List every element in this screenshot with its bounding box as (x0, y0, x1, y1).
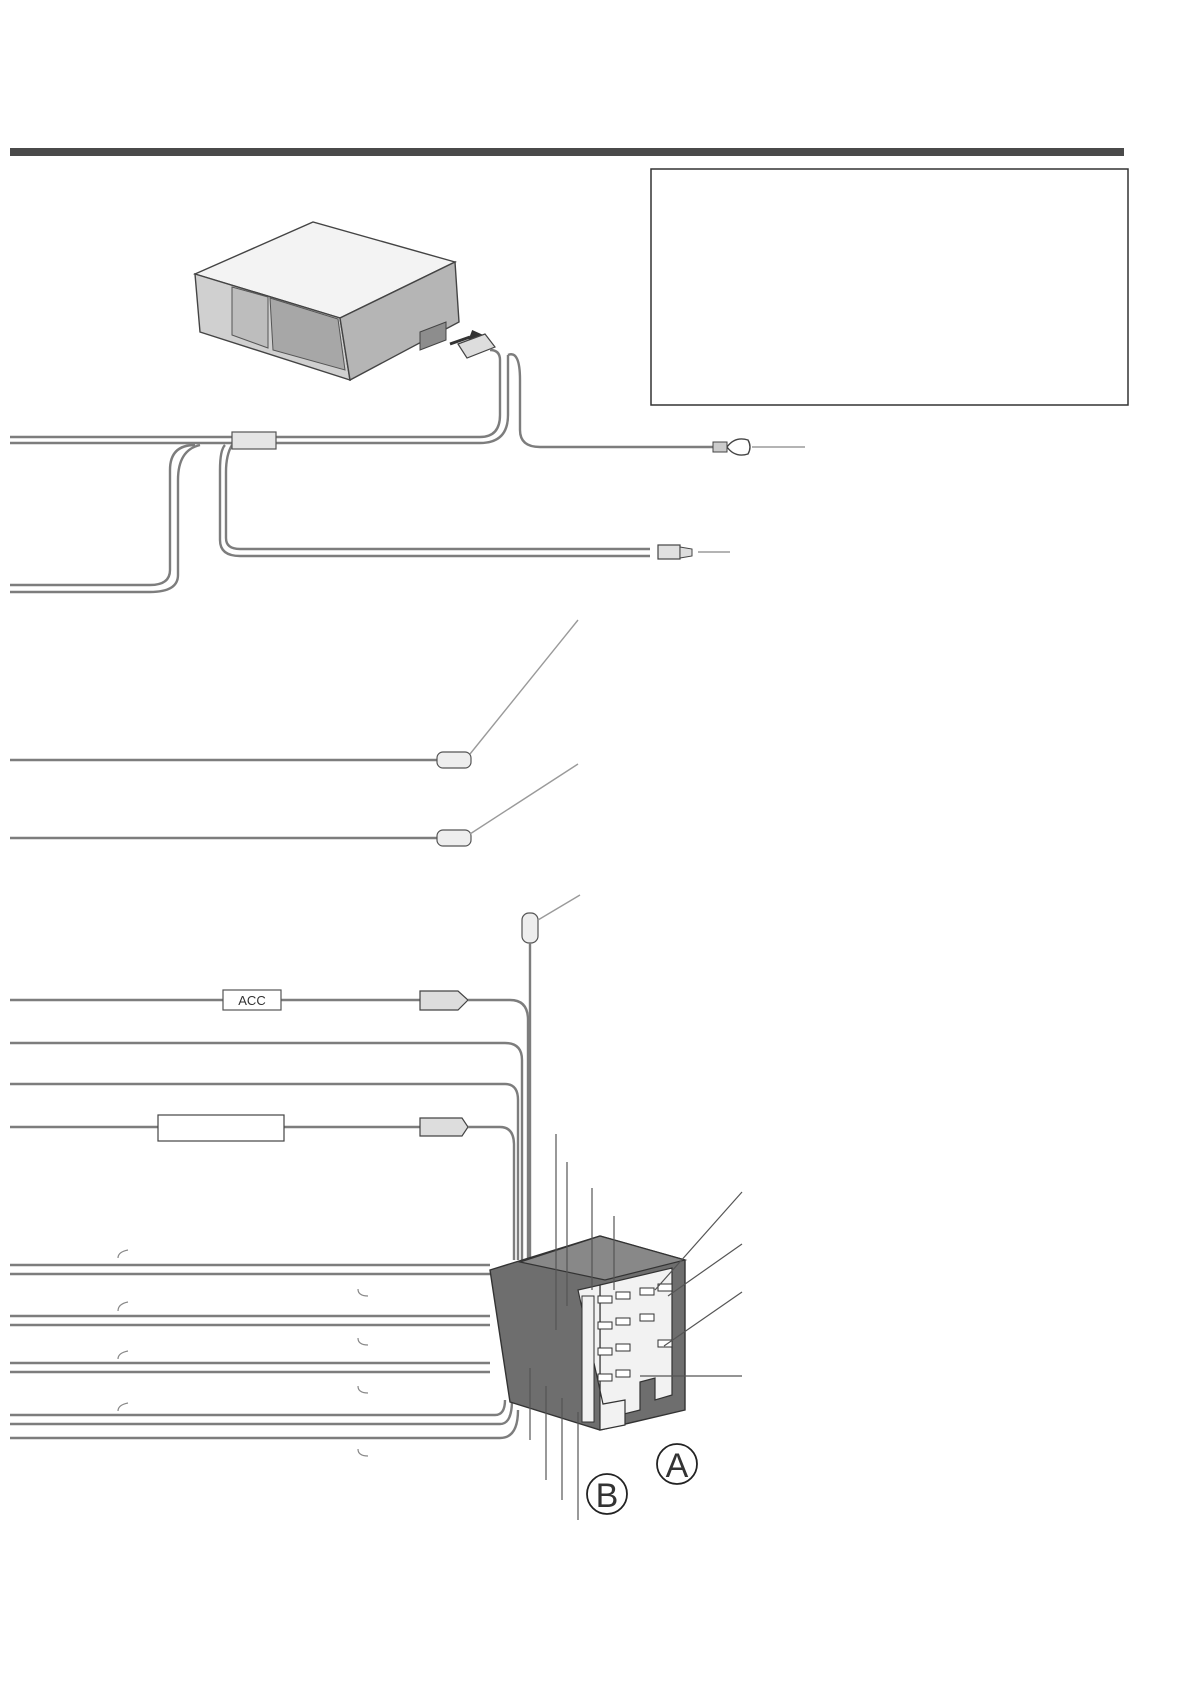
speaker-wires (10, 1265, 518, 1438)
mid-wires (10, 1043, 522, 1260)
note-box (651, 169, 1128, 405)
connector-b-badge (587, 1474, 627, 1515)
changer-cable (10, 350, 715, 592)
iso-connector (490, 1236, 685, 1430)
lead-wire-1 (10, 620, 578, 768)
connector-b-label: B (595, 1477, 619, 1515)
cd-changer-unit (195, 222, 459, 380)
small-plug (658, 545, 730, 559)
lead-wire-3 (522, 895, 580, 1260)
connector-a-badge (657, 1444, 697, 1485)
header-rule (10, 148, 1124, 156)
connector-a-label: A (665, 1447, 689, 1485)
ground-terminal (713, 439, 805, 455)
acc-label: ACC (238, 993, 266, 1008)
lead-wire-2 (10, 764, 578, 846)
din-plug (458, 334, 495, 358)
fuse-label-box (158, 1115, 284, 1141)
cable-sleeve (232, 432, 276, 449)
